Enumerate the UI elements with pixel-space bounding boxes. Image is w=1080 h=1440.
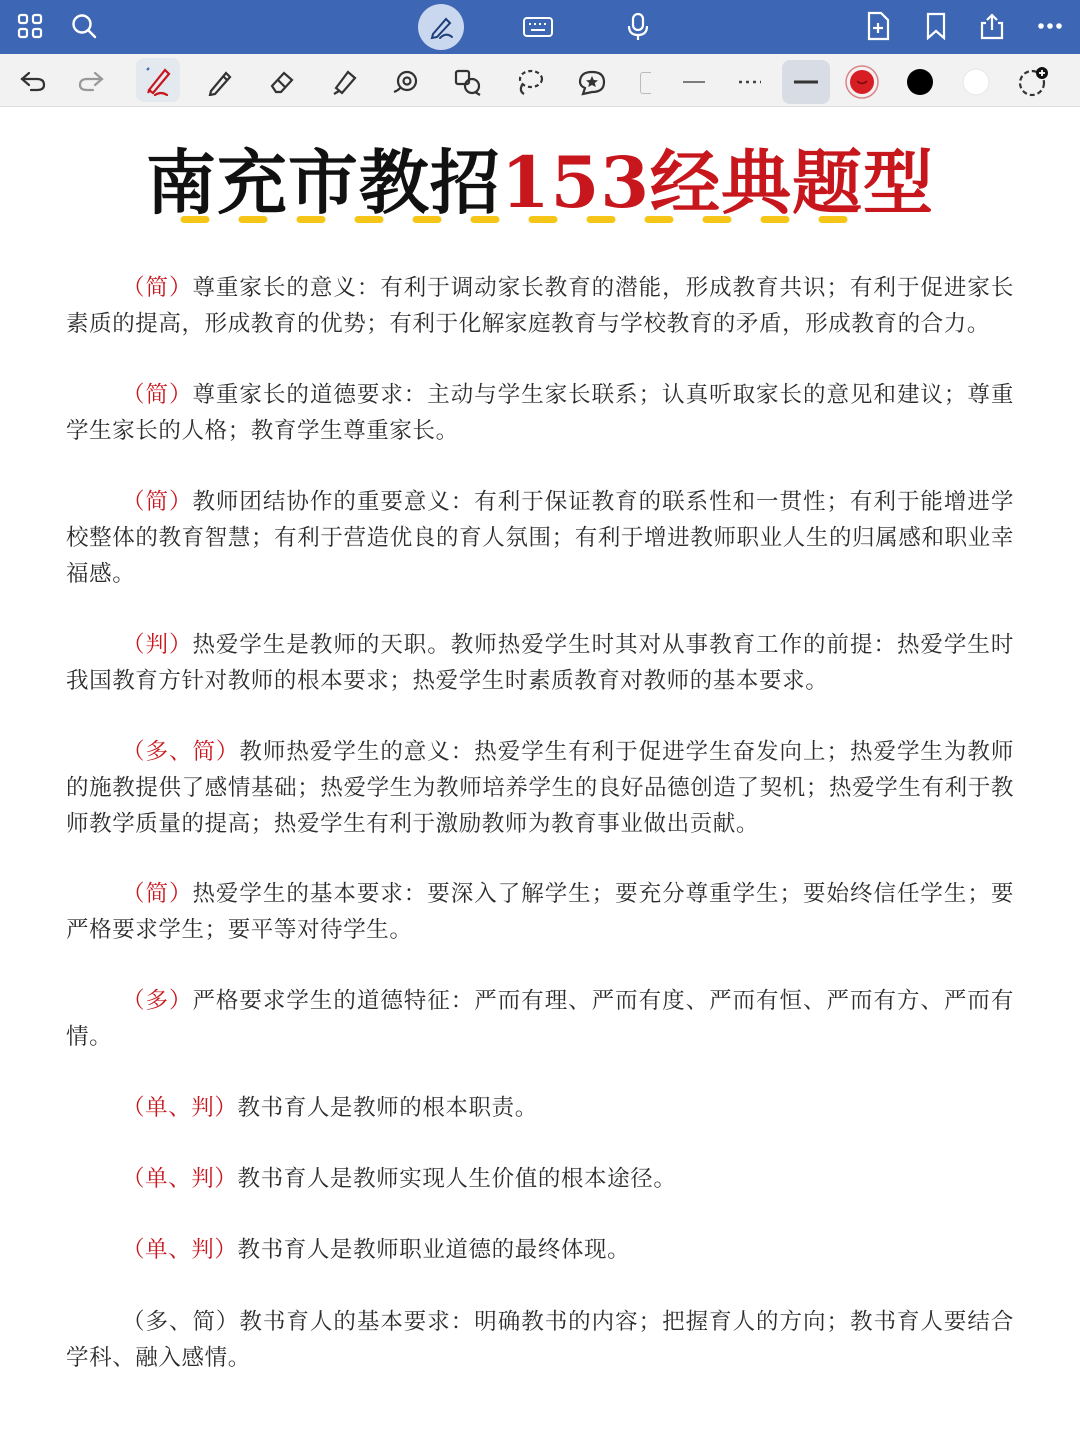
color-black-swatch[interactable] <box>900 62 940 102</box>
pencil-icon[interactable] <box>202 64 238 100</box>
question-type-tag: （单、判） <box>122 1237 238 1263</box>
paragraph-1 <box>66 270 1014 342</box>
page-title <box>0 138 1080 228</box>
more-icon[interactable] <box>1030 8 1070 44</box>
question-type-tag: （多、简） <box>122 739 240 765</box>
highlighter-icon[interactable] <box>326 64 362 100</box>
paragraph-text: 教师团结协作的重要意义：有利于保证教育的联系性和一贯性；有利于能增进学校整体的教育智慧；有利于营造优良的育人氛围；有利于增进教师职业人生的归属感和职业幸福感。 <box>66 489 1014 587</box>
line-thick-icon[interactable] <box>782 60 830 104</box>
bookmark-icon[interactable] <box>918 8 954 44</box>
paragraph-4 <box>66 627 1014 699</box>
paragraph-text: 热爱学生的基本要求：要深入了解学生；要充分尊重学生；要始终信任学生；要严格要求学生；要平等对待学生。 <box>66 881 1014 943</box>
paragraph-text: 教书育人是教师职业道德的最终体现。 <box>237 1237 631 1263</box>
paragraph-text: 教书育人的基本要求：明确教书的内容；把握育人的方向；教书育人要结合学科、融入感情。 <box>66 1309 1014 1371</box>
title-dashed-underline <box>180 216 875 223</box>
add-color-icon[interactable] <box>1014 62 1054 102</box>
question-type-tag: （判） <box>122 632 193 658</box>
paragraph-text: 尊重家长的意义：有利于调动家长教育的潜能，形成教育共识；有利于促进家长素质的提高，形成教育的优势；有利于化解家庭教育与学校教育的矛盾，形成教育的合力。 <box>66 275 1014 337</box>
drawing-toolbar <box>0 54 1080 107</box>
question-type-tag: （简） <box>122 881 193 907</box>
add-page-icon[interactable] <box>860 8 896 44</box>
question-type-tag: （简） <box>122 489 193 515</box>
paragraph-6 <box>66 876 1014 948</box>
paragraph-text: 严格要求学生的道德特征：严而有理、严而有度、严而有恒、严而有方、严而有情。 <box>66 988 1014 1050</box>
question-type-tag: （简） <box>122 382 193 408</box>
paragraph-text: 热爱学生是教师的天职。教师热爱学生时其对从事教育工作的前提：热爱学生时我国教育方针对教师的根本要求；热爱学生时素质教育对教师的基本要求。 <box>66 632 1014 694</box>
undo-icon[interactable] <box>16 64 50 98</box>
title-black-part: 南充市教招 <box>145 141 501 224</box>
top-app-bar <box>0 0 1080 54</box>
paragraph-3 <box>66 484 1014 592</box>
paragraph-text: 教书育人是教师的根本职责。 <box>237 1095 538 1121</box>
color-white-swatch[interactable] <box>956 62 996 102</box>
paragraph-10 <box>66 1232 1014 1268</box>
pen-tool-icon[interactable] <box>136 58 180 102</box>
color-red-swatch[interactable] <box>842 62 882 102</box>
question-type-tag: （单、判） <box>122 1166 238 1192</box>
question-type-tag: （单、判） <box>122 1095 238 1121</box>
question-type-tag: （多） <box>122 988 193 1014</box>
pen-mode-icon[interactable] <box>418 4 464 50</box>
shapes-icon[interactable] <box>450 64 486 100</box>
paragraph-2 <box>66 377 1014 449</box>
sticker-icon[interactable] <box>574 64 610 100</box>
paragraph-text: 教师热爱学生的意义：热爱学生有利于促进学生奋发向上；热爱学生为教师的施教提供了感情基础；热爱学生为教师培养学生的良好品德创造了契机；热爱学生有利于教师教学质量的提高；热爱学生有利于激励教师为教育事业做出贡献。 <box>66 739 1014 837</box>
toolbar-divider <box>640 72 651 94</box>
keyboard-icon[interactable] <box>520 9 556 45</box>
paragraph-7 <box>66 983 1014 1055</box>
line-dotted-icon[interactable] <box>732 64 768 100</box>
question-type-tag: （简） <box>122 275 193 301</box>
paragraph-5 <box>66 734 1014 842</box>
line-thin-icon[interactable] <box>676 64 712 100</box>
microphone-icon[interactable] <box>620 9 656 45</box>
lasso-icon[interactable] <box>512 64 548 100</box>
lasso-fill-icon[interactable] <box>388 64 424 100</box>
redo-icon[interactable] <box>74 64 108 98</box>
search-icon[interactable] <box>66 8 102 44</box>
question-type-tag: （多、简） <box>122 1309 240 1335</box>
paragraph-8 <box>66 1090 1014 1126</box>
grid-icon[interactable] <box>12 8 48 44</box>
paragraph-11 <box>66 1304 1014 1376</box>
paragraph-text: 尊重家长的道德要求：主动与学生家长联系；认真听取家长的意见和建议；尊重学生家长的人格；教育学生尊重家长。 <box>66 382 1014 444</box>
share-icon[interactable] <box>974 8 1010 44</box>
title-red-part: 153经典题型 <box>500 141 935 224</box>
eraser-icon[interactable] <box>264 64 300 100</box>
paragraph-text: 教书育人是教师实现人生价值的根本途径。 <box>237 1166 677 1192</box>
paragraph-9 <box>66 1161 1014 1197</box>
